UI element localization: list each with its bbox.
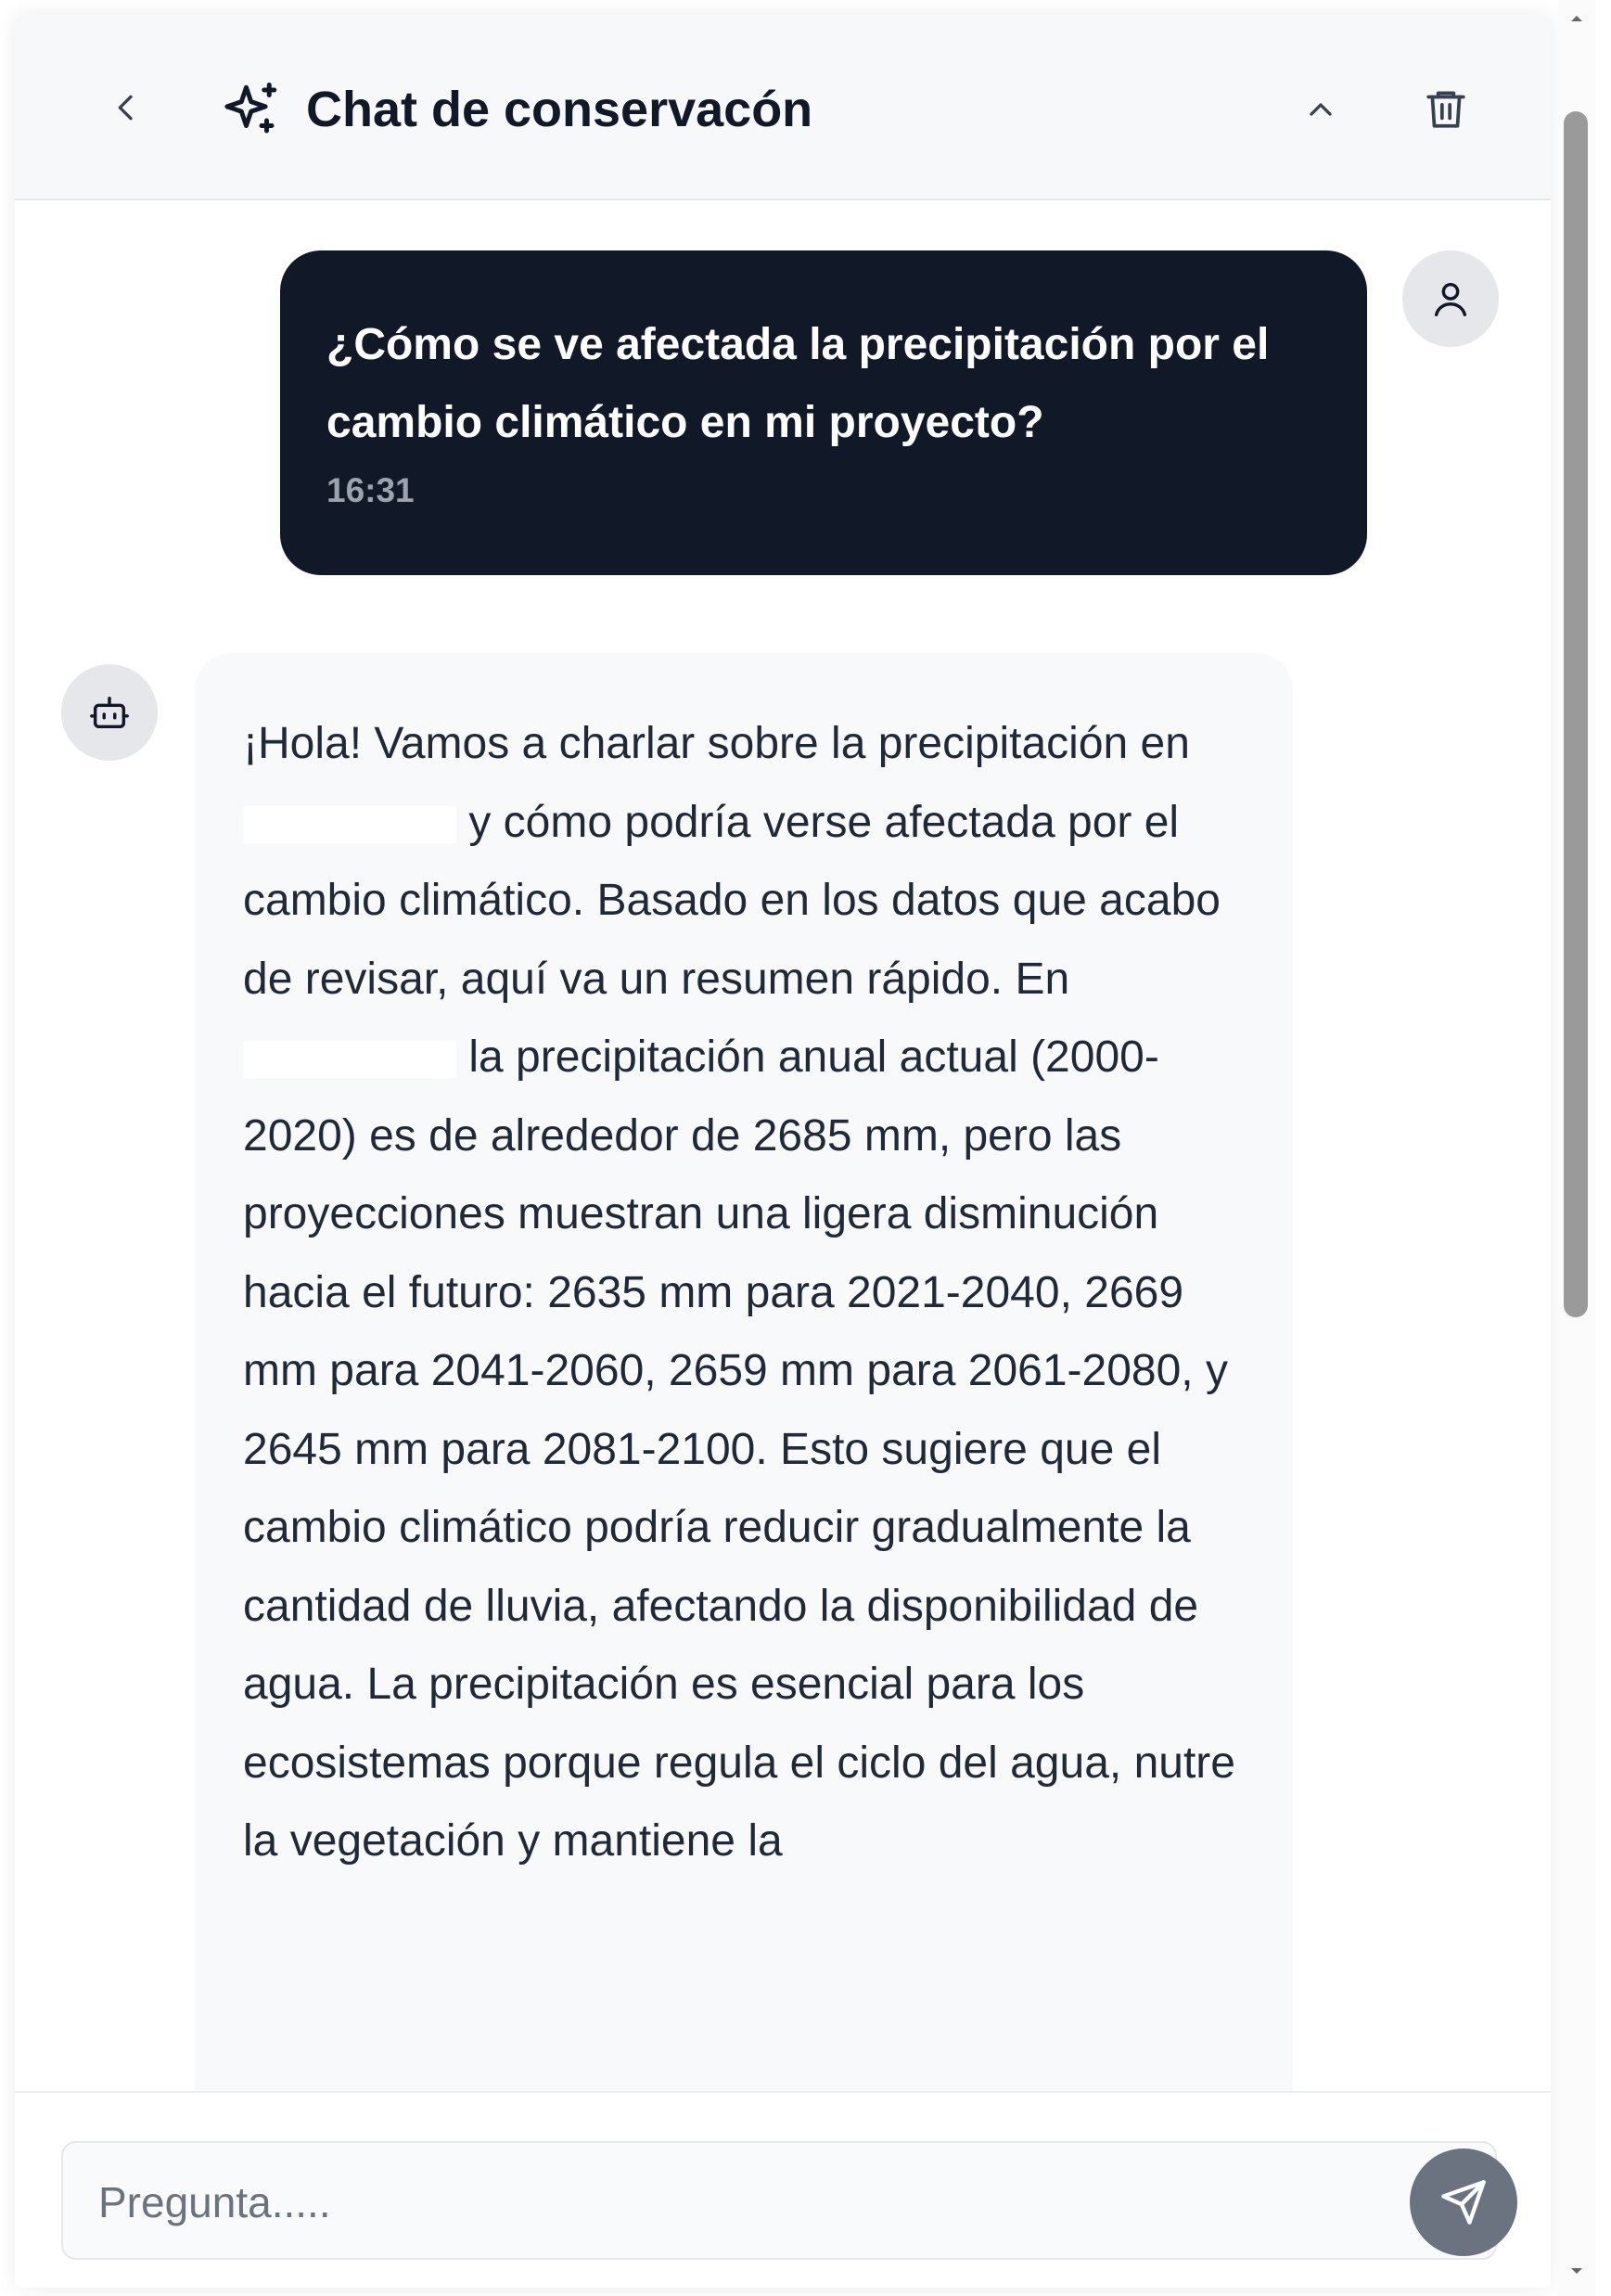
user-message-text: ¿Cómo se ve afectada la precipitación por el cambio climático en mi proyecto? — [326, 320, 1270, 447]
user-avatar — [1402, 250, 1499, 347]
chat-header — [15, 15, 1551, 200]
scroll-up-arrow-icon[interactable] — [1566, 7, 1588, 30]
chevron-left-icon — [108, 89, 145, 126]
chevron-up-icon — [1302, 91, 1339, 128]
assistant-text-part-1: ¡Hola! Vamos a charlar sobre la precipitación en — [243, 719, 1190, 768]
assistant-message — [195, 653, 1293, 2093]
back-button[interactable] — [98, 80, 154, 135]
message-list — [15, 200, 1551, 2093]
send-button[interactable] — [1410, 2148, 1517, 2256]
sparkles-icon — [221, 80, 282, 141]
redacted-location — [243, 1041, 456, 1078]
send-icon — [1439, 2178, 1488, 2226]
bot-avatar — [61, 664, 158, 761]
bot-icon — [88, 691, 131, 734]
question-input[interactable] — [96, 2169, 1306, 2236]
collapse-button[interactable] — [1293, 82, 1349, 137]
user-message — [280, 250, 1367, 575]
user-icon — [1429, 277, 1472, 320]
chat-panel — [15, 15, 1551, 2288]
trash-icon — [1423, 85, 1469, 132]
message-timestamp: 16:31 — [326, 471, 415, 509]
assistant-text-part-3: la precipitación anual actual (2000-2020) es de alrededor de 2685 mm, pero las proyecciones muestran una ligera disminución hacia el futuro: 2635 mm para 2021-2040, 2669 mm para 2041-2060, 2659 mm para 2061-2080, y 2645 mm para 2081-2100. Esto sugiere que el cambio climático podría reducir gradualmente la cantidad de lluvia, afectando la disponibilidad de agua. La precipitación es esencial para los ecosistemas porque regula el ciclo del agua, nutre la vegetación y mantiene la — [243, 1033, 1235, 1866]
chat-footer — [15, 2091, 1551, 2288]
scrollbar[interactable] — [1558, 0, 1595, 2296]
question-input-container — [61, 2141, 1497, 2260]
assistant-message-text — [243, 705, 1245, 1881]
delete-chat-button[interactable] — [1415, 78, 1477, 139]
assistant-text-part-2: y cómo podría verse afectada por el cambio climático. Basado en los datos que acabo de revisar, aquí va un resumen rápido. En — [243, 797, 1221, 1004]
chat-title: Chat de conservacón — [306, 82, 813, 137]
scroll-down-arrow-icon[interactable] — [1566, 2260, 1588, 2282]
scrollbar-thumb[interactable] — [1564, 111, 1588, 1317]
redacted-location — [243, 806, 456, 843]
